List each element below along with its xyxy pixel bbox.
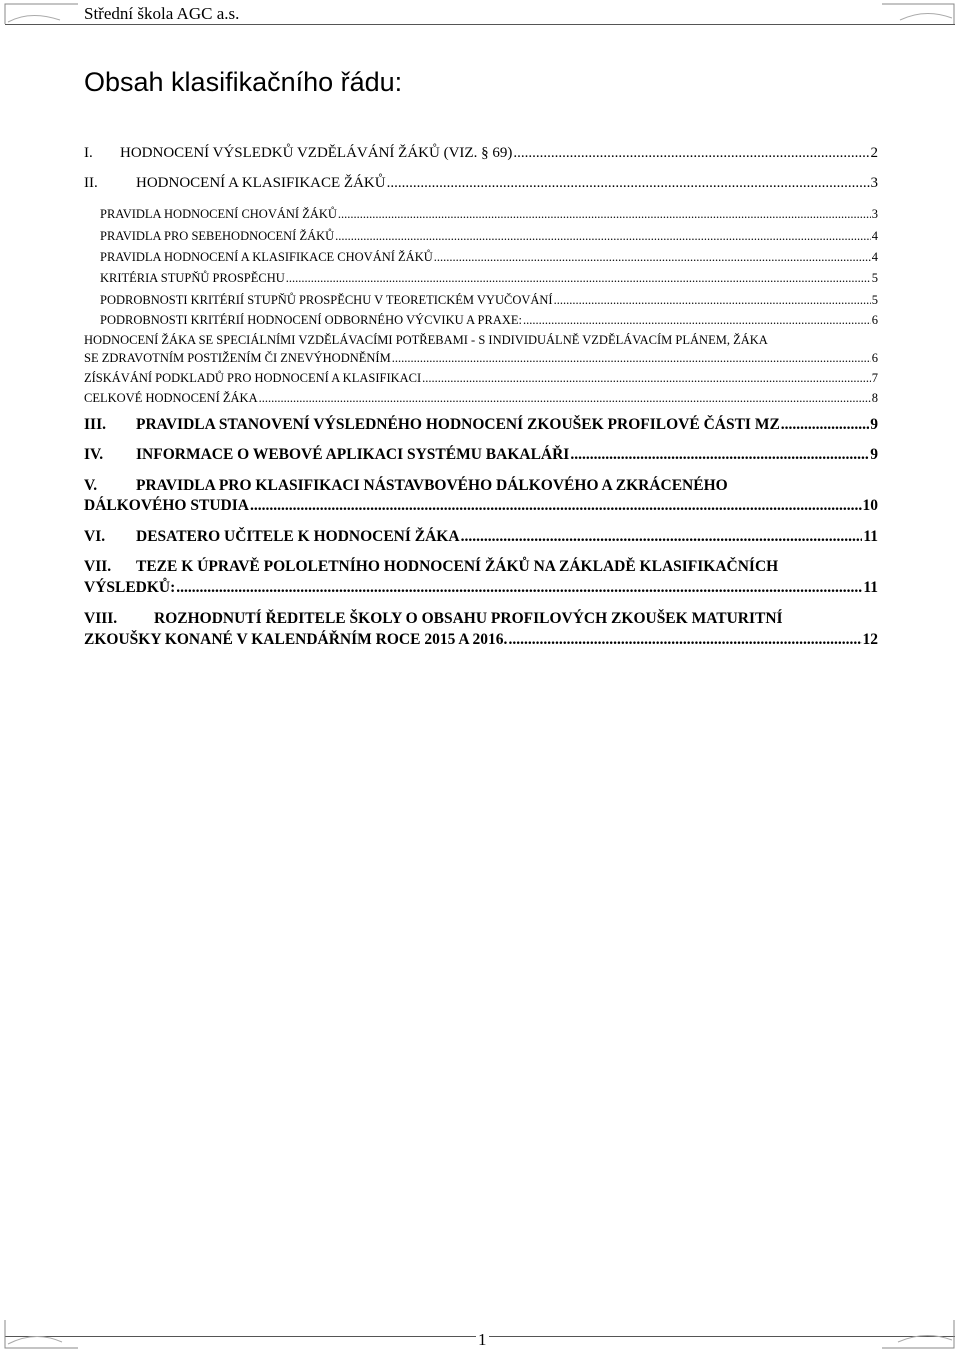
toc-entry-text: PODROBNOSTI KRITÉRIÍ HODNOCENÍ ODBORNÉHO VÝCVIKU A PRAXE:	[100, 313, 523, 327]
toc-entry-text: CELKOVÉ HODNOCENÍ ŽÁKA	[84, 391, 258, 405]
toc-entry-text: HODNOCENÍ VÝSLEDKŮ VZDĚLÁVÁNÍ ŽÁKŮ (VIZ. § 69)	[120, 145, 513, 161]
toc-subentry[interactable]	[100, 249, 878, 265]
toc-dot-leader	[387, 174, 870, 192]
toc-entry-page: 5	[871, 271, 878, 285]
toc-entry-page: 10	[862, 497, 878, 514]
toc-entry-number: VII.	[84, 558, 112, 575]
toc-entry[interactable]	[84, 528, 878, 546]
toc-dot-leader	[434, 249, 871, 265]
toc-entry-page: 11	[863, 528, 878, 545]
toc-entry-text: VÝSLEDKŮ:	[84, 579, 176, 596]
toc-entry-page: 6	[871, 351, 878, 365]
toc-entry-text: ZKOUŠKY KONANÉ V KALENDÁŘNÍM ROCE 2015 A 2016.	[84, 631, 508, 648]
toc-entry-page: 4	[871, 250, 878, 264]
page-number: 1	[478, 1330, 487, 1349]
toc-entry-line1[interactable]	[84, 558, 878, 576]
footer-right-corner-ornament	[880, 1318, 960, 1356]
toc-entry-text: SE ZDRAVOTNÍM POSTIŽENÍM ČI ZNEVÝHODNĚNÍM	[84, 351, 391, 365]
toc-entry-text: KRITÉRIA STUPŇŮ PROSPĚCHU	[100, 271, 285, 285]
toc-subentry[interactable]	[100, 292, 878, 308]
toc-entry-page: 7	[871, 371, 878, 385]
toc-entry-page: 3	[870, 175, 878, 191]
toc-entry-text: PRAVIDLA STANOVENÍ VÝSLEDNÉHO HODNOCENÍ ZKOUŠEK PROFILOVÉ ČÁSTI MZ	[136, 416, 780, 433]
toc-entry[interactable]	[84, 416, 878, 434]
toc-entry-page: 8	[871, 391, 878, 405]
toc-dot-leader	[422, 370, 871, 386]
toc-dot-leader	[508, 631, 861, 649]
toc-entry-text: PRAVIDLA HODNOCENÍ CHOVÁNÍ ŽÁKŮ	[100, 207, 337, 221]
toc-entry-number: IV.	[84, 446, 104, 463]
toc-entry-text: ZÍSKÁVÁNÍ PODKLADŮ PRO HODNOCENÍ A KLASIFIKACI	[84, 371, 422, 385]
toc-entry[interactable]	[84, 446, 878, 464]
toc-subentry[interactable]	[100, 228, 878, 244]
toc-entry-number: I.	[84, 145, 93, 161]
toc-subentry[interactable]	[100, 312, 878, 328]
toc-dot-leader	[513, 144, 869, 162]
toc-dot-leader	[338, 206, 871, 222]
toc-entry-text: HODNOCENÍ A KLASIFIKACE ŽÁKŮ	[136, 175, 386, 191]
toc-dot-leader	[392, 350, 871, 366]
toc-dot-leader	[335, 228, 871, 244]
toc-subentry[interactable]	[100, 206, 878, 222]
toc-dot-leader	[554, 292, 871, 308]
toc-entry[interactable]	[84, 144, 878, 162]
footer-left-corner-ornament	[0, 1318, 80, 1356]
toc-entry-line1[interactable]	[84, 477, 878, 495]
toc-dot-leader	[259, 390, 871, 406]
toc-subentry[interactable]	[84, 390, 878, 406]
toc-dot-leader	[286, 270, 871, 286]
header-school-name: Střední škola AGC a.s.	[84, 4, 240, 23]
toc-subentry[interactable]	[84, 370, 878, 386]
toc-dot-leader	[176, 579, 862, 597]
toc-entry-number: VIII.	[84, 610, 118, 627]
toc-entry-number: V.	[84, 477, 98, 494]
toc-entry-page: 9	[870, 416, 878, 433]
header-rule	[5, 24, 955, 25]
toc-entry-text: DÁLKOVÉHO STUDIA	[84, 497, 249, 514]
toc-entry-page: 5	[871, 293, 878, 307]
toc-entry-number: VI.	[84, 528, 106, 545]
toc-entry-text: DESATERO UČITELE K HODNOCENÍ ŽÁKA	[136, 528, 460, 545]
toc-entry[interactable]	[84, 579, 878, 597]
page-title: Obsah klasifikačního řádu:	[84, 67, 403, 97]
toc-entry-text: HODNOCENÍ ŽÁKA SE SPECIÁLNÍMI VZDĚLÁVACÍMI POTŘEBAMI - S INDIVIDUÁLNĚ VZDĚLÁVACÍM PLÁNEM, ŽÁKA	[84, 333, 768, 347]
header-right-corner-ornament	[880, 0, 960, 28]
toc-entry-number: II.	[84, 175, 98, 191]
toc-entry-page: 12	[862, 631, 878, 648]
toc-dot-leader	[570, 446, 869, 464]
toc-subentry[interactable]	[84, 350, 878, 366]
toc-entry-text: ROZHODNUTÍ ŘEDITELE ŠKOLY O OBSAHU PROFILOVÝCH ZKOUŠEK MATURITNÍ	[154, 610, 783, 627]
toc-entry-page: 3	[871, 207, 878, 221]
toc-entry[interactable]	[84, 631, 878, 649]
toc-entry-page: 2	[870, 145, 878, 161]
toc-entry-page: 11	[863, 579, 878, 596]
toc-entry[interactable]	[84, 497, 878, 515]
toc-entry-page: 6	[871, 313, 878, 327]
toc-entry[interactable]	[84, 174, 878, 192]
header-left-corner-ornament	[0, 0, 80, 28]
toc-subentry[interactable]	[100, 270, 878, 286]
toc-dot-leader	[781, 416, 869, 434]
toc-dot-leader	[523, 312, 871, 328]
toc-entry-text: PRAVIDLA PRO KLASIFIKACI NÁSTAVBOVÉHO DÁLKOVÉHO A ZKRÁCENÉHO	[136, 477, 728, 494]
page-header	[0, 0, 960, 28]
toc-entry-page: 4	[871, 229, 878, 243]
toc-subentry-line1[interactable]	[84, 332, 878, 348]
toc-entry-text: PODROBNOSTI KRITÉRIÍ STUPŇŮ PROSPĚCHU V TEORETICKÉM VYUČOVÁNÍ	[100, 293, 553, 307]
toc-entry-text: PRAVIDLA HODNOCENÍ A KLASIFIKACE CHOVÁNÍ ŽÁKŮ	[100, 250, 433, 264]
toc-entry-text: TEZE K ÚPRAVĚ POLOLETNÍHO HODNOCENÍ ŽÁKŮ NA ZÁKLADĚ KLASIFIKAČNÍCH	[136, 558, 779, 575]
toc-entry-text: PRAVIDLA PRO SEBEHODNOCENÍ ŽÁKŮ	[100, 229, 335, 243]
toc-entry-page: 9	[870, 446, 878, 463]
toc-entry-number: III.	[84, 416, 106, 433]
toc-dot-leader	[250, 497, 862, 515]
toc-entry-text: INFORMACE O WEBOVÉ APLIKACI SYSTÉMU BAKALÁŘI	[136, 446, 570, 463]
toc-dot-leader	[461, 528, 863, 546]
toc-entry-line1[interactable]	[84, 610, 878, 628]
